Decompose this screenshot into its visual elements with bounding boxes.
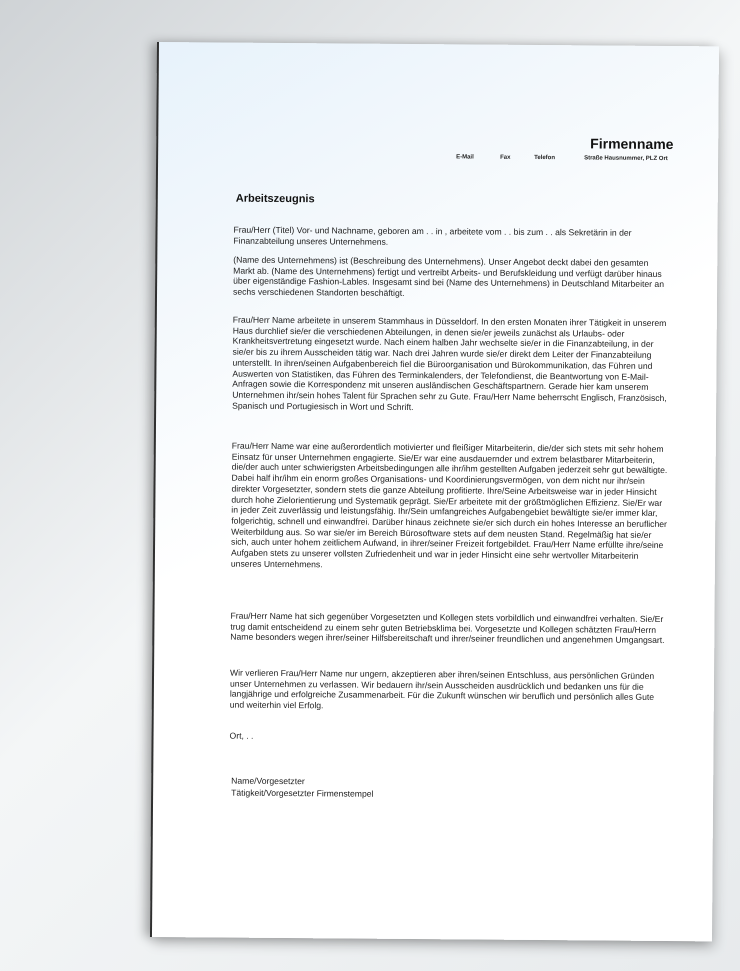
paragraph-performance: Frau/Herr Name war eine außerordentlich motivierter und fleißiger Mitarbeiterin, die/der sich stets mit sehr hohem Einsatz für unser Unternehmen engagierte. Sie/Er war eine ausdauernder und extrem belastbarer Mitarbeiterin, die/der auch unter schwierigsten Arbeitsbedingungen alle ihr/ihm gestellten Aufgaben jederzeit sehr gut bewältigte. Dabei half ihr/ihm ein enorm großes Organisations- und Koordinierungsvermögen, von dem nicht nur ihr/sein direkter Vorgesetzter, sondern stets die ganze Abteilung profitierte. Ihre/Seine Arbeitsweise war in jeder Hinsicht durch hohe Zielorientierung und Systematik geprägt. Sie/Er arbeitete mit der größtmöglichen Effizienz. Sie/Er war in jeder Zeit zuverlässig und leistungsfähig. Ihr/Sein umfangreiches Aufgabengebiet bewältigte sie/er immer klar, folgerichtig, schnell und einwandfrei. Darüber hinaus zeichnete sie/er sich durch ein hohes Interesse an beruflicher Weiterbildung aus. So war sie/er im Bereich Bürosoftware stets auf dem neusten Stand. Regelmäßig hat sie/er sich, auch unter hohem zeitlichem Aufwand, in ihrer/seiner Freizeit fortgebildet. Frau/Herr Name erfüllte ihre/seine Aufgaben stets zu unserer vollsten Zufriedenheit und war in jeder Hinsicht eine sehr wertvoller Mitarbeiterin unseres Unternehmens. [230, 440, 668, 570]
address-label: Straße Hausnummer, PLZ Ort [584, 155, 668, 163]
fax-label: Fax [500, 154, 511, 161]
signature-name: Name/Vorgesetzter [231, 775, 305, 787]
signature-title-stamp: Tätigkeit/Vorgesetzter Firmenstempel [231, 787, 374, 799]
email-label: E-Mail [456, 154, 474, 161]
paragraph-company-description: (Name des Unternehmens) ist (Beschreibung des Unternehmens). Unser Angebot deckt dabei den gesamten Markt ab. (Name des Unternehmens) fertigt und vertreibt Arbeits- und Berufskleidung und verfügt darüber hinaus über eigenständige Fashion-Lables. Insgesamt sind bei (Name des Unternehmens) in Deutschland Mitarbeiter an sechs verschiedenen Standorten beschäftigt. [233, 254, 665, 299]
paragraph-conduct: Frau/Herr Name hat sich gegenüber Vorgesetzten und Kollegen stets vorbildlich und einwandfrei verhalten. Sie/Er trug damit entscheidend zu einem sehr guten Betriebsklima bei. Vorgesetzte und Kollegen schätzten Frau/Herrn Name besonders wegen ihrer/seiner Hilfsbereitschaft und ihrer/seiner freundlichen und angenehmen Umgangsart. [230, 610, 665, 646]
company-name: Firmenname [590, 135, 674, 153]
paragraph-duties: Frau/Herr Name arbeitete in unserem Stammhaus in Düsseldorf. In den ersten Monaten ihrer Tätigkeit in unserem Haus durchlief sie/er die verschiedenen Abteilungen, in denen sie/er jeweils zunächst als Urlaubs- oder Krankheitsvertretung eingesetzt wurde. Nach einem halben Jahr wechselte sie/er in die Finanzabteilung, in der sie/er bis zu ihrem Ausscheiden tätig war. Nach drei Jahren wurde sie/er direkt dem Leiter der Finanzabteilung unterstellt. In ihren/seinen Aufgabenbereich fiel die Büroorganisation und Bürokommunikation, das Führen und Auswerten von Statistiken, das Führen des Terminkalenders, der Telefondienst, die Beantwortung von E-Mail-Anfragen sowie die Korrespondenz mit unseren ausländischen Geschäftspartnern. Gerade hier kam unserem Unternehmen ihr/sein hohes Talent für Sprachen sehr zu Gute. Frau/Herr Name beherrscht Englisch, Französisch, Spanisch und Portugiesisch in Wort und Schrift. [232, 314, 667, 412]
document-page [150, 42, 719, 941]
paragraph-closing: Wir verlieren Frau/Herr Name nur ungern, akzeptieren aber ihren/seinen Entschluss, aus persönlichen Gründen unser Unternehmen zu verlassen. Wir bedauern ihr/sein Ausscheiden ausdrücklich und bedanken uns für die langjährige und erfolgreiche Zusammenarbeit. Für die Zukunft wünschen wir beruflich und persönlich alles Gute und weiterhin viel Erfolg. [229, 667, 655, 711]
place-date: Ort, . . [229, 730, 254, 741]
document-title: Arbeitszeugnis [235, 192, 315, 206]
paragraph-personal-data: Frau/Herr (Titel) Vor- und Nachname, geboren am . . in , arbeitete vom . . bis zum . . als Sekretärin in der Finanzabteilung unseres Unternehmens. [233, 224, 632, 247]
phone-label: Telefon [534, 154, 556, 162]
